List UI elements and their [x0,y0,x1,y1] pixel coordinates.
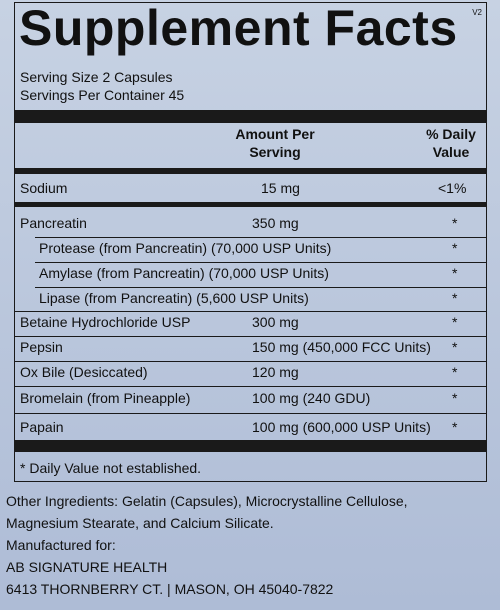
row-name: Pancreatin [20,215,87,231]
row-dv: * [452,364,458,380]
row-dv: * [452,215,458,231]
other-ingredients-line-2: Magnesium Stearate, and Calcium Silicate. [6,515,274,531]
footnote: * Daily Value not established. [20,460,202,476]
row-amount: 100 mg (240 GDU) [252,390,371,406]
row-amount: 150 mg (450,000 FCC Units) [252,339,431,355]
row-dv: * [452,339,458,355]
header-amount-per-serving: Amount Per Serving [235,126,315,160]
row-dv: <1% [438,180,467,196]
row-name: Betaine Hydrochloride USP [20,314,191,330]
row-separator [15,311,486,312]
row-name: Amylase (from Pancreatin) (70,000 USP Units) [39,265,329,281]
thick-bar-bottom [15,440,486,452]
row-name: Sodium [20,180,68,196]
thick-bar-top [15,110,486,123]
row-name: Protease (from Pancreatin) (70,000 USP Units) [39,240,332,256]
other-ingredients-line-1: Other Ingredients: Gelatin (Capsules), Microcrystalline Cellulose, [6,493,408,509]
servings-per-container: Servings Per Container 45 [20,87,185,103]
row-dv: * [452,390,458,406]
thick-bar-mid [15,202,486,207]
row-name: Pepsin [20,339,63,355]
row-name: Bromelain (from Pineapple) [20,390,191,406]
row-separator [15,361,486,362]
serving-size: Serving Size 2 Capsules [20,69,173,85]
row-amount: 350 mg [252,215,299,231]
row-dv: * [452,290,458,306]
supplement-facts-panel [14,2,487,482]
row-separator [35,262,486,263]
row-amount: 15 mg [261,180,300,196]
company-address: 6413 THORNBERRY CT. | MASON, OH 45040-7822 [6,581,334,597]
row-dv: * [452,265,458,281]
row-amount: 120 mg [252,364,299,380]
row-dv: * [452,419,458,435]
row-separator [15,386,486,387]
header-daily-value: % Daily Value [426,126,476,160]
row-dv: * [452,314,458,330]
version-label: V2 [472,8,482,17]
row-name: Papain [20,419,64,435]
panel-title: Supplement Facts [19,0,458,56]
company-name: AB SIGNATURE HEALTH [6,559,168,575]
row-separator [35,237,486,238]
row-dv: * [452,240,458,256]
row-name: Lipase (from Pancreatin) (5,600 USP Units) [39,290,309,306]
manufactured-for-label: Manufactured for: [6,537,116,553]
row-separator [15,336,486,337]
row-separator [15,413,486,414]
row-name: Ox Bile (Desiccated) [20,364,148,380]
thick-bar-header [15,168,486,174]
row-separator [35,287,486,288]
row-amount: 100 mg (600,000 USP Units) [252,419,431,435]
row-amount: 300 mg [252,314,299,330]
